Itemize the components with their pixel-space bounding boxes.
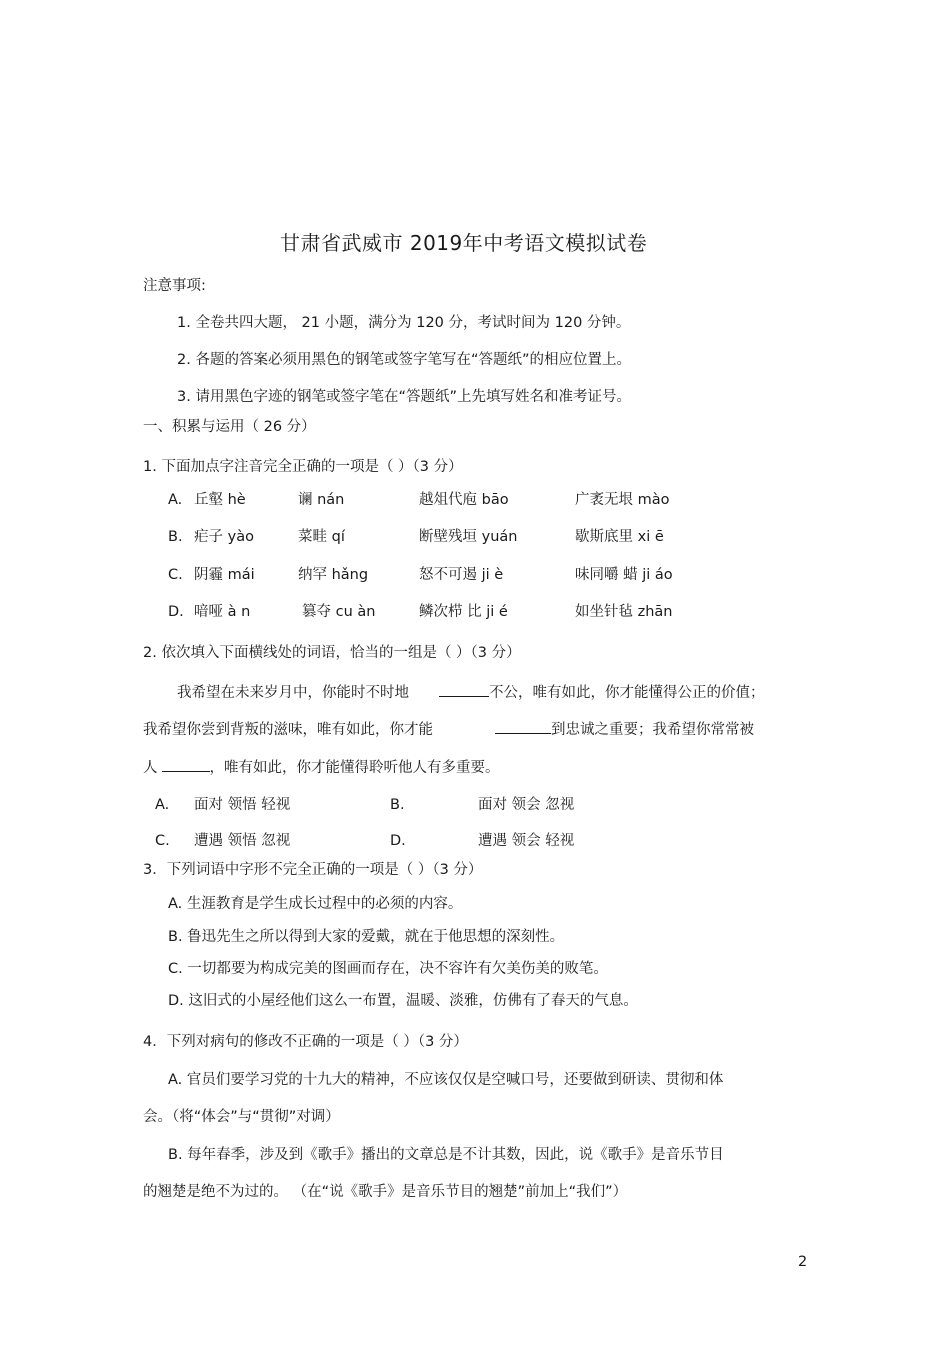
- notice-item-2: 2. 各题的答案必须用黑色的钢笔或签字笔写在“答题纸”的相应位置上。: [177, 352, 631, 368]
- passage-text: 我希望你尝到背叛的滋味，唯有如此，你才能: [143, 722, 433, 738]
- option-item: 阴霾 mái: [194, 567, 255, 583]
- question-4-option-b-line-2: 的翘楚是绝不为过的。 （在“说《歌手》是音乐节目的翘楚”前加上“我们”）: [143, 1184, 628, 1200]
- option-item: 歇斯底里 xi ē: [575, 529, 664, 545]
- notice-item-3: 3. 请用黑色字迹的钢笔或签字笔在“答题纸”上先填写姓名和准考证号。: [177, 389, 631, 405]
- passage-text: 人: [143, 760, 158, 776]
- passage-text: ，唯有如此，你才能懂得聆听他人有多重要。: [209, 760, 500, 776]
- question-2-option-c-label: C.: [155, 833, 170, 849]
- option-item: 鳞次栉 比 ji é: [419, 604, 508, 620]
- question-3-stem: 3．下列词语中字形不完全正确的一项是（ ）（3 分）: [143, 862, 483, 878]
- exam-title: 甘肃省武威市 2019年中考语文模拟试卷: [280, 231, 648, 255]
- section-heading: 一、积累与运用（ 26 分）: [143, 419, 316, 435]
- passage-text: 不公，唯有如此，你才能懂得公正的价值；: [489, 685, 765, 701]
- question-2-option-d-label: D.: [390, 833, 406, 849]
- blank-1: [439, 682, 489, 697]
- question-4-option-a-line-1: A. 官员们要学习党的十九大的精神，不应该仅仅是空喊口号，还要做到研读、贯彻和体: [168, 1072, 724, 1088]
- option-item: 丘壑 hè: [194, 492, 246, 508]
- question-3-option-c: C. 一切都要为构成完美的图画而存在，决不容许有欠美伤美的败笔。: [168, 961, 608, 977]
- question-3-option-d: D. 这旧式的小屋经他们这么一布置，温暖、淡雅，仿佛有了春天的气息。: [168, 993, 638, 1009]
- passage-text: 到忠诚之重要；我希望你常常被: [551, 722, 754, 738]
- option-item: 怒不可遏 ji è: [419, 567, 504, 583]
- option-label: D.: [168, 604, 184, 620]
- question-2-option-b-text: 面对 领会 忽视: [478, 797, 575, 813]
- notice-item-1: 1. 全卷共四大题， 21 小题，满分为 120 分，考试时间为 120 分钟。: [177, 315, 631, 331]
- question-2-option-c-text: 遭遇 领悟 忽视: [194, 833, 291, 849]
- question-2-option-a-label: A.: [155, 797, 170, 813]
- question-2-passage-line-1: [177, 682, 765, 703]
- option-item: 菜畦 qí: [298, 529, 345, 545]
- blank-3: [162, 757, 210, 772]
- question-2-option-a-text: 面对 领悟 轻视: [194, 797, 291, 813]
- notice-heading: 注意事项:: [143, 278, 206, 294]
- question-2-option-d-text: 遭遇 领会 轻视: [478, 833, 575, 849]
- question-3-option-b: B. 鲁迅先生之所以得到大家的爱戴，就在于他思想的深刻性。: [168, 929, 565, 945]
- option-item: 如坐针毡 zhān: [575, 604, 673, 620]
- question-4-option-a-line-2: 会。（将“体会”与“贯彻”对调）: [143, 1109, 340, 1125]
- blank-2: [495, 719, 551, 734]
- option-label: C.: [168, 567, 183, 583]
- option-label: B.: [168, 529, 183, 545]
- question-4-option-b-line-1: B. 每年春季，涉及到《歌手》播出的文章总是不计其数，因此，说《歌手》是音乐节目: [168, 1147, 724, 1163]
- question-1-stem: 1. 下面加点字注音完全正确的一项是（ ）（3 分）: [143, 459, 463, 475]
- option-item: 疟子 yào: [194, 529, 254, 545]
- question-3-option-a: A. 生涯教育是学生成长过程中的必须的内容。: [168, 896, 463, 912]
- option-item: 喑哑 à n: [194, 604, 251, 620]
- option-item: 谰 nán: [298, 492, 345, 508]
- option-label: A.: [168, 492, 183, 508]
- question-4-stem: 4．下列对病句的修改不正确的一项是（ ）（3 分）: [143, 1034, 468, 1050]
- option-item: 篡夺 cu àn: [302, 604, 376, 620]
- option-item: 越俎代庖 bāo: [419, 492, 509, 508]
- question-2-passage-line-3: [143, 757, 500, 778]
- question-2-option-b-label: B.: [390, 797, 405, 813]
- option-item: 味同嚼 蜡 ji áo: [575, 567, 673, 583]
- option-item: 断壁残垣 yuán: [419, 529, 518, 545]
- passage-text: 我希望在未来岁月中，你能时不时地: [177, 685, 409, 701]
- option-item: 广袤无垠 mào: [575, 492, 670, 508]
- question-2-stem: 2. 依次填入下面横线处的词语，恰当的一组是（ ）（3 分）: [143, 645, 521, 661]
- option-item: 纳罕 hǎng: [298, 567, 369, 583]
- page-number: 2: [798, 1254, 808, 1270]
- question-2-passage-line-2: [143, 719, 754, 740]
